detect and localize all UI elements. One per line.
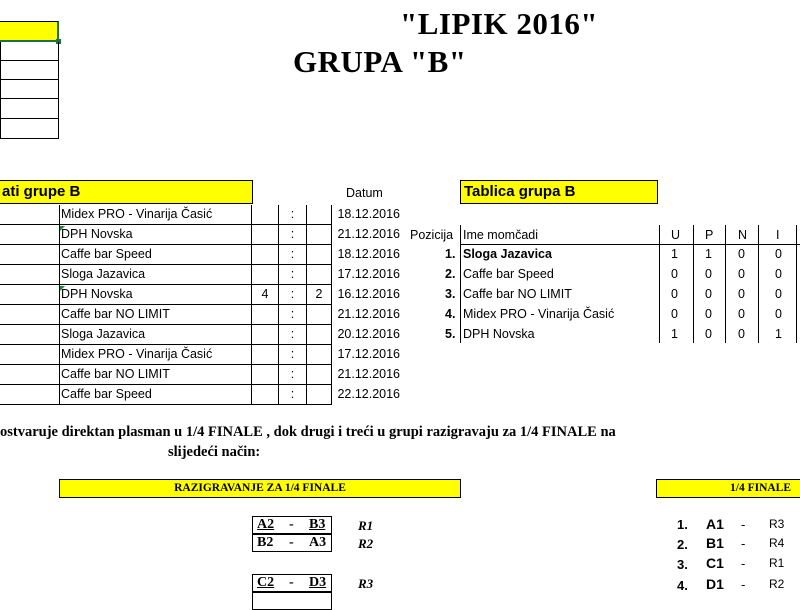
col-p: P (705, 228, 714, 242)
col-u: U (671, 228, 681, 242)
page-title: "LIPIK 2016" (400, 6, 599, 41)
team-cell[interactable]: Caffe bar Speed (0, 245, 252, 265)
team-cell[interactable]: Sloga Jazavica (0, 265, 252, 285)
score-separator: : (279, 205, 306, 225)
playoff-header: RAZIGRAVANJE ZA 1/4 FINALE (59, 479, 461, 498)
empty-cell[interactable] (0, 61, 59, 80)
score-home-cell[interactable] (252, 385, 279, 405)
date-cell[interactable]: 16.12.2016 (337, 287, 400, 301)
note-line-1: ostvaruje direktan plasman u 1/4 FINALE , dok drugi i treći u grupi razigravaju za 1/4 FINALE na (0, 424, 616, 440)
col-n: N (738, 228, 748, 242)
team-cell[interactable]: Caffe bar Speed (0, 385, 252, 405)
score-separator: : (279, 365, 306, 385)
col-position: Pozicija (410, 228, 454, 242)
standings-header: Tablica grupa B (460, 180, 658, 204)
team-cell[interactable]: DPH Novska (0, 225, 252, 245)
score-home-cell[interactable] (252, 225, 279, 245)
date-cell[interactable]: 20.12.2016 (337, 327, 400, 341)
group-title: GRUPA "B" (293, 44, 467, 79)
table-row: 2. Caffe bar Speed 0 0 0 0 (445, 267, 782, 281)
score-separator: : (279, 285, 306, 305)
table-row: 1. Sloga Jazavica 1 1 0 0 (445, 247, 782, 261)
score-home-cell[interactable] (252, 365, 279, 385)
score-away-cell[interactable]: 2 (306, 285, 332, 305)
col-team: Ime momčadi (463, 228, 539, 242)
score-away-cell[interactable] (306, 365, 332, 385)
score-separator: : (279, 265, 306, 285)
score-separator: : (279, 345, 306, 365)
date-cell[interactable]: 17.12.2016 (337, 267, 400, 281)
table-row (0, 365, 400, 385)
empty-cell[interactable] (0, 99, 59, 119)
results-header: ati grupe B (0, 180, 253, 204)
team-cell[interactable]: Midex PRO - Vinarija Časić (0, 205, 252, 225)
table-row (0, 345, 400, 365)
table-row: 3. Caffe bar NO LIMIT 0 0 0 0 (445, 287, 782, 301)
date-cell[interactable]: 21.12.2016 (337, 367, 400, 381)
cell-warning-marker (60, 226, 65, 231)
selected-cell[interactable] (0, 21, 59, 42)
table-row: 5. DPH Novska 1 0 0 1 (445, 327, 782, 341)
score-home-cell[interactable] (252, 345, 279, 365)
team-cell[interactable]: Caffe bar NO LIMIT (0, 305, 252, 325)
col-i: I (776, 228, 780, 242)
date-cell[interactable]: 22.12.2016 (337, 387, 400, 401)
score-home-cell[interactable] (252, 205, 279, 225)
table-row (0, 205, 400, 225)
score-separator: : (279, 385, 306, 405)
empty-cell[interactable] (0, 80, 59, 99)
score-separator: : (279, 245, 306, 265)
date-cell[interactable]: 17.12.2016 (337, 347, 400, 361)
note-line-2: slijedeći način: (168, 444, 261, 460)
team-cell[interactable]: Caffe bar NO LIMIT (0, 365, 252, 385)
score-away-cell[interactable] (306, 225, 332, 245)
table-row (0, 385, 400, 405)
empty-cell[interactable] (0, 42, 59, 61)
date-cell[interactable]: 21.12.2016 (337, 227, 400, 241)
score-separator: : (279, 325, 306, 345)
score-away-cell[interactable] (306, 205, 332, 225)
date-header: Datum (346, 186, 383, 200)
pair-box (252, 592, 332, 610)
score-away-cell[interactable] (306, 345, 332, 365)
team-cell[interactable]: Midex PRO - Vinarija Časić (0, 345, 252, 365)
empty-cell[interactable] (0, 119, 59, 139)
score-home-cell[interactable]: 4 (252, 285, 279, 305)
team-cell[interactable]: DPH Novska (0, 285, 252, 305)
table-row: 4. Midex PRO - Vinarija Časić 0 0 0 0 (445, 307, 782, 321)
team-cell[interactable]: Sloga Jazavica (0, 325, 252, 345)
score-separator: : (279, 225, 306, 245)
date-cell[interactable]: 21.12.2016 (337, 307, 400, 321)
score-separator: : (279, 305, 306, 325)
date-cell[interactable]: 18.12.2016 (337, 207, 400, 221)
date-cell[interactable]: 18.12.2016 (337, 247, 400, 261)
quarterfinal-header: 1/4 FINALE (656, 479, 800, 498)
score-away-cell[interactable] (306, 385, 332, 405)
